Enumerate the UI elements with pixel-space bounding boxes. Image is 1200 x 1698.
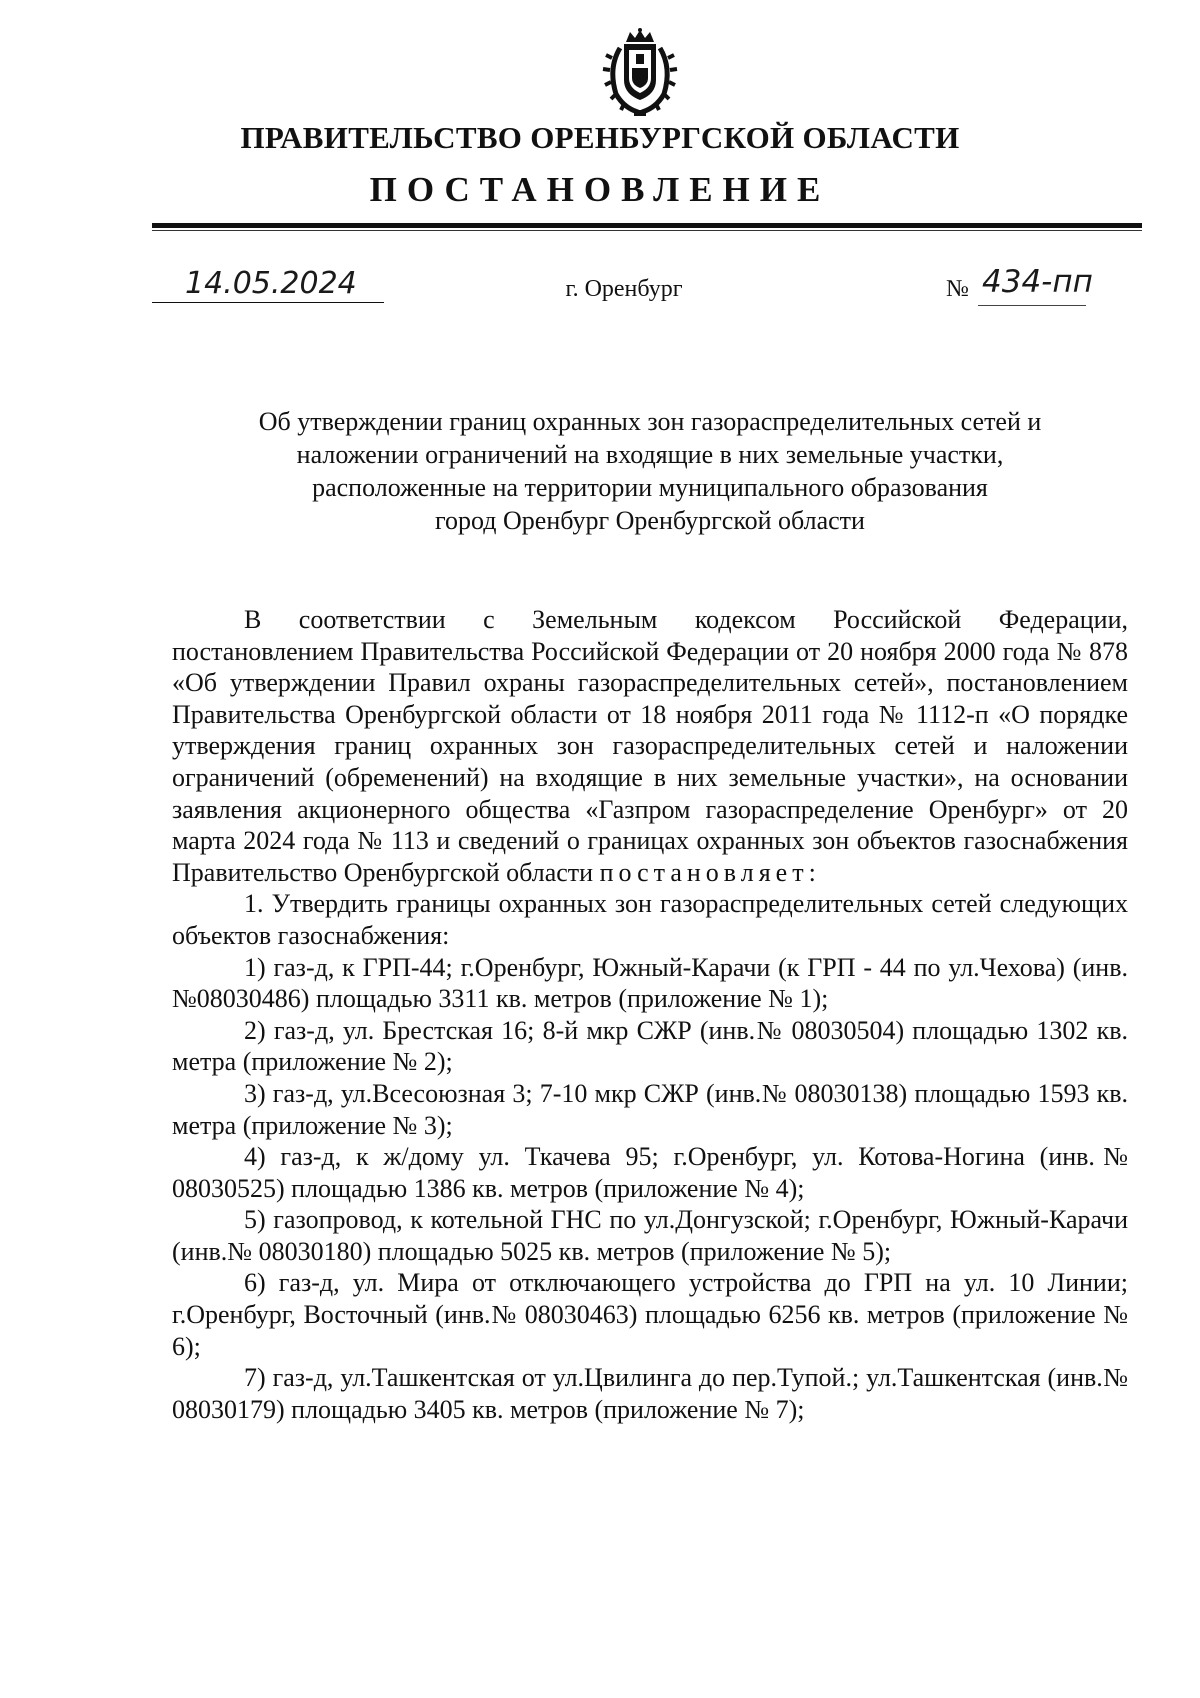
document-title [120,405,1180,537]
header-divider [152,223,1142,228]
subitem-paragraph: 4) газ-д, к ж/дому ул. Ткачева 95; г.Оренбург, ул. Котова-Ногина (инв.№ 08030525) площадью 1386 кв. метров (приложение № 4); [172,1142,1128,1203]
preamble-text: В соответствии с Земельным кодексом Российской Федерации, постановлением Правительства Российской Федерации от 20 ноября 2000 года № 878 «Об утверждении Правил охраны газораспределительных сетей», постановлением Правительства Оренбургской области от 18 ноября 2011 года № 1112-п «О порядке утверждения границ охранных зон газораспределительных сетей и наложении ограничений (обременений) на входящие в них земельные участки», на основании заявления акционерного общества «Газпром газораспределение Оренбург» от 20 марта 2024 года № 113 и сведений о границах охранных зон объектов газоснабжения Правительство Оренбургской области [172,605,1128,887]
subitem-paragraph: 1) газ-д, к ГРП-44; г.Оренбург, Южный-Карачи (к ГРП - 44 по ул.Чехова) (инв. №08030486) площадью 3311 кв. метров (приложение № 1); [172,952,1128,1014]
subitem-paragraph: 7) газ-д, ул.Ташкентская от ул.Цвилинга до пер.Тупой.; ул.Ташкентская (инв.№ 08030179) площадью 3405 кв. метров (приложение № 7); [172,1363,1128,1424]
title-line: наложении ограничений на входящие в них земельные участки, [296,440,1004,469]
document-type-heading: ПОСТАНОВЛЕНИЕ [369,170,831,209]
title-line: расположенные на территории муниципального образования [312,473,988,502]
number-sign: № [946,276,969,302]
subitem-paragraph: 5) газопровод, к котельной ГНС по ул.Донгузской; г.Оренбург, Южный-Карачи (инв.№ 08030180) площадью 5025 кв. метров (приложение № 5); [172,1205,1128,1266]
title-line: город Оренбург Оренбургской области [435,506,865,535]
document-body [172,604,1128,1425]
document-date: 14.05.2024 [185,266,357,301]
subitem-paragraph: 2) газ-д, ул. Брестская 16; 8-й мкр СЖР (инв.№ 08030504) площадью 1302 кв. метра (приложение № 2); [172,1015,1128,1077]
subitem-paragraph: 3) газ-д, ул.Всесоюзная 3; 7-10 мкр СЖР (инв.№ 08030138) площадью 1593 кв. метра (приложение № 3); [172,1078,1128,1140]
preamble-paragraph [172,604,1128,888]
item-paragraph: 1. Утвердить границы охранных зон газораспределительных сетей следующих объектов газоснабжения: [172,889,1128,950]
coat-of-arms-icon [602,28,678,118]
subitem-paragraph: 6) газ-д, ул. Мира от отключающего устройства до ГРП на ул. 10 Линии; г.Оренбург, Восточный (инв.№ 08030463) площадью 6256 кв. метров (приложение № 6); [172,1268,1128,1361]
document-city: г. Оренбург [565,276,683,302]
number-underline [978,305,1086,306]
document-number: 434-пп [982,264,1093,300]
header-divider-thin [152,230,1142,231]
issuer-heading: ПРАВИТЕЛЬСТВО ОРЕНБУРГСКОЙ ОБЛАСТИ [240,120,960,155]
title-line: Об утверждении границ охранных зон газораспределительных сетей и [258,407,1042,436]
preamble-decree-word: постановляет: [599,857,821,887]
